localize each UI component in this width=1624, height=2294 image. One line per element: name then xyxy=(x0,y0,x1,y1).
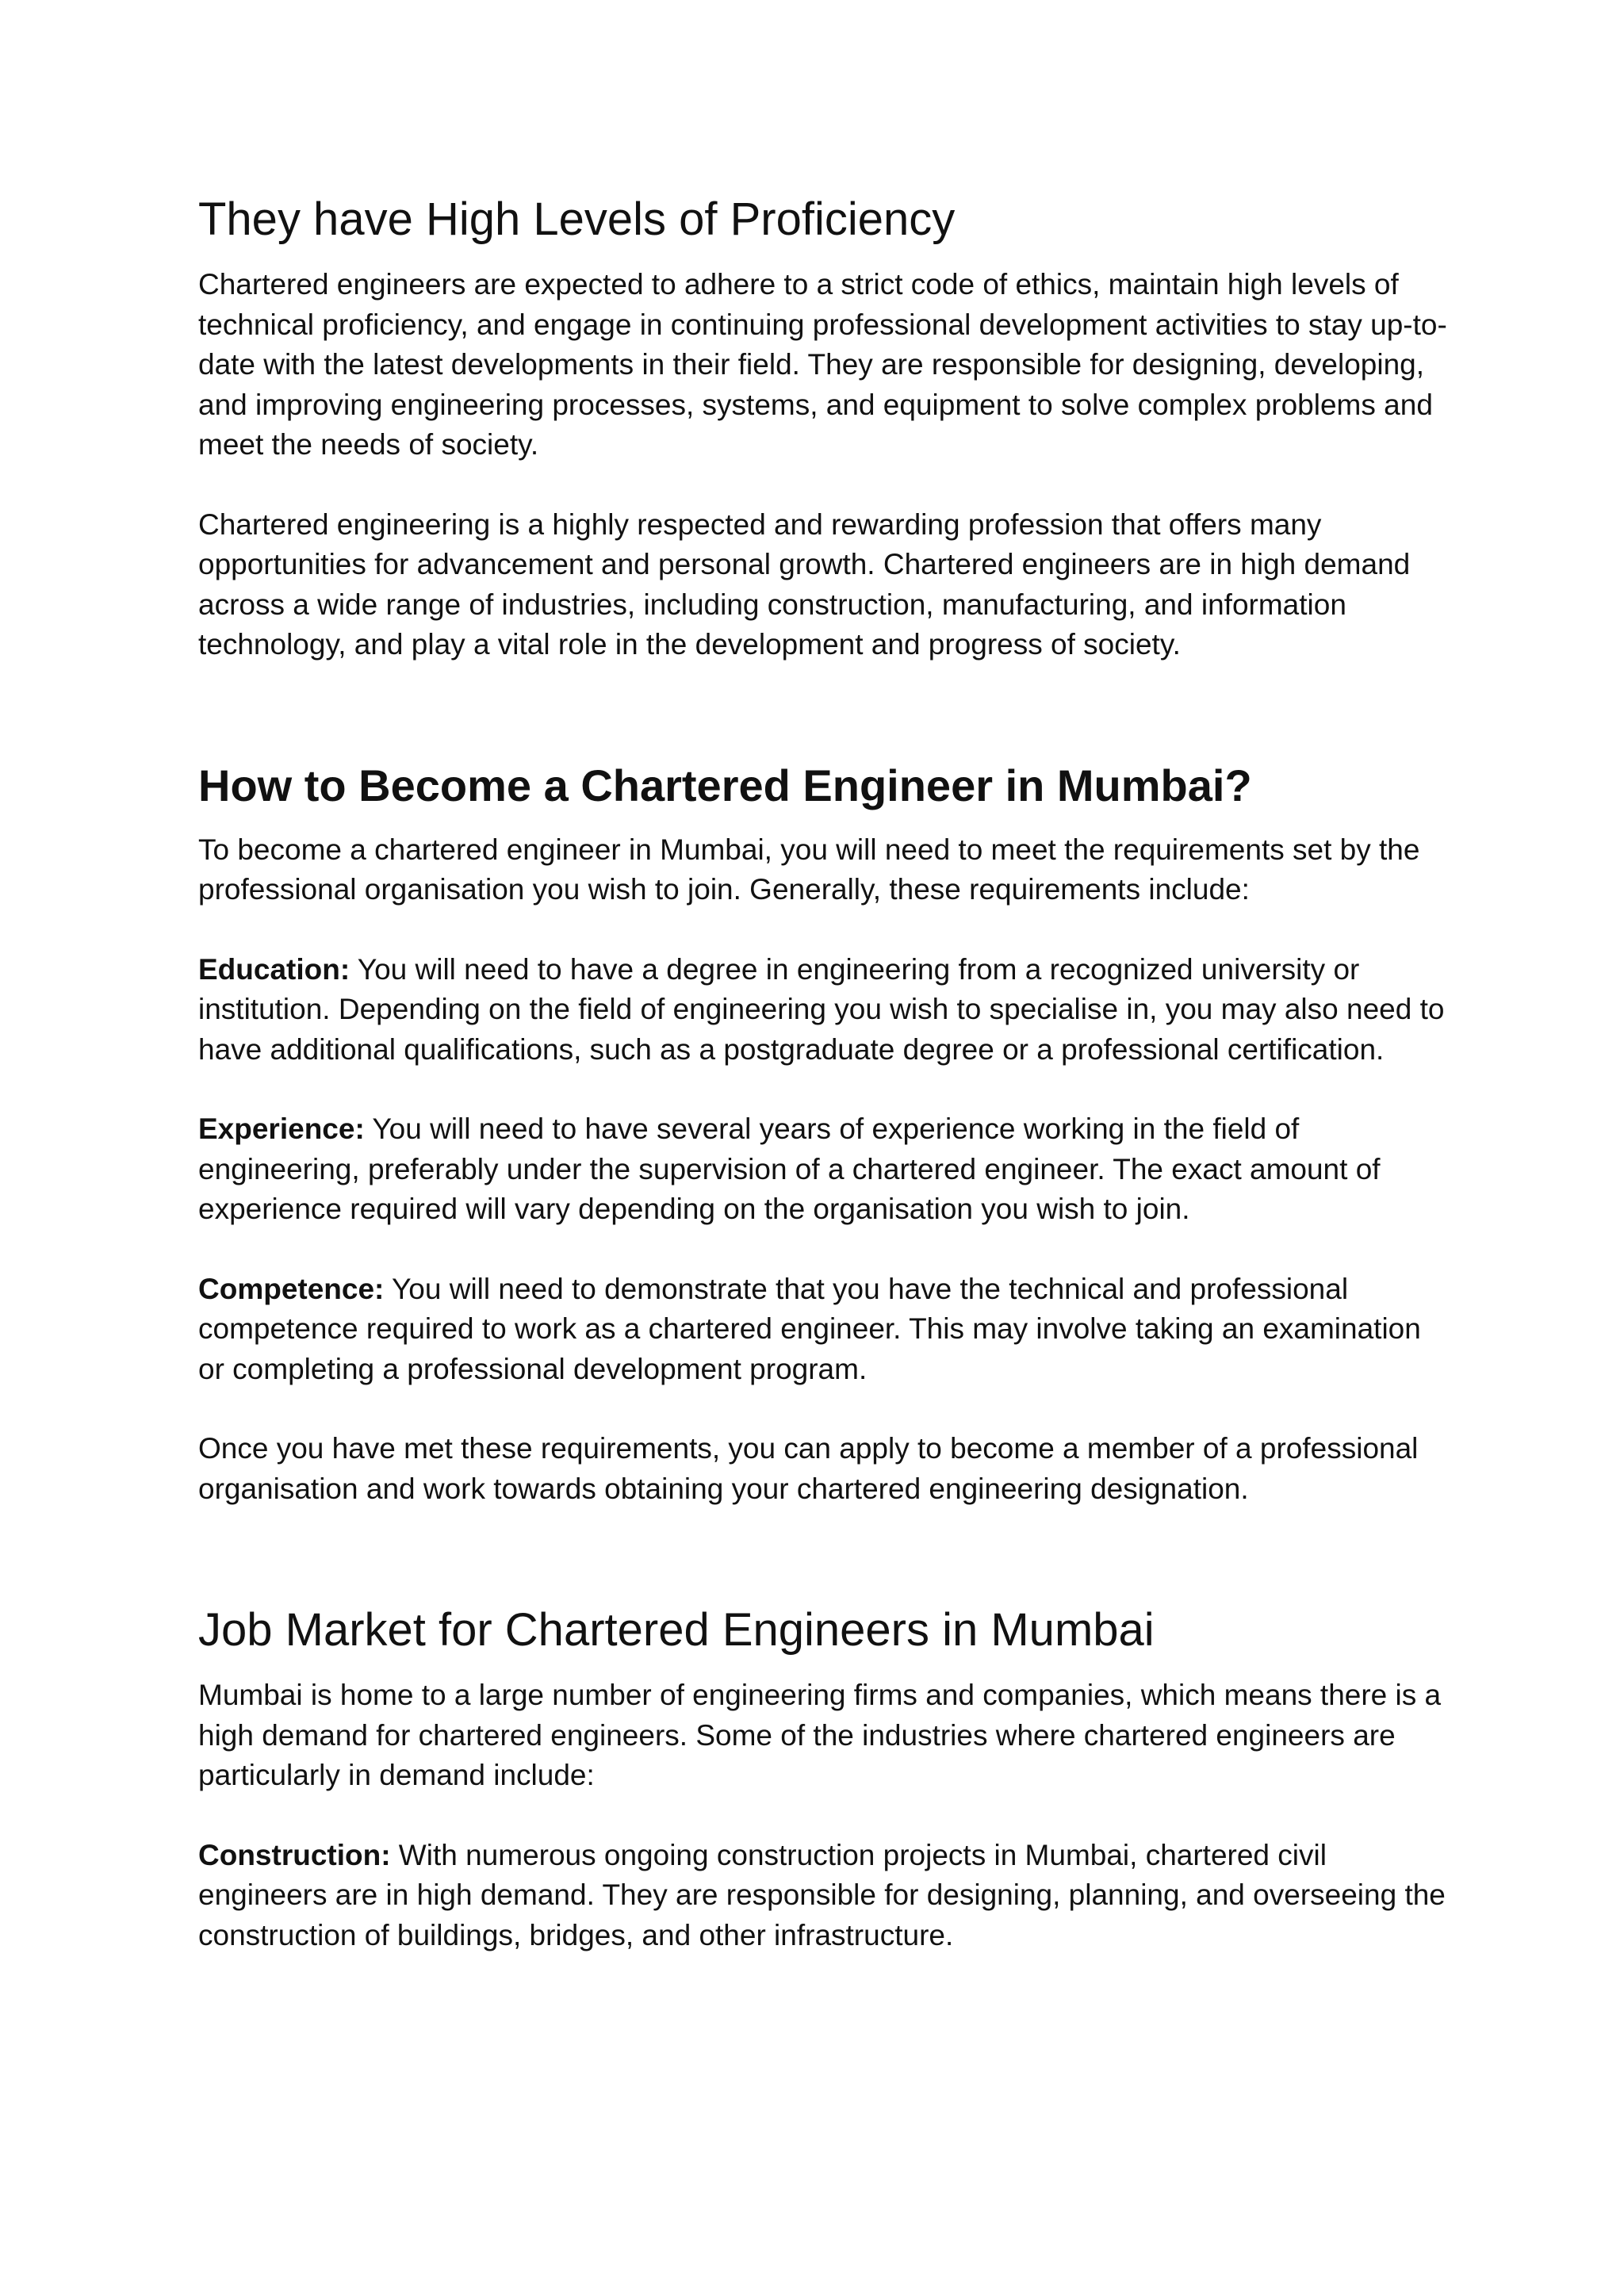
requirement-term: Competence: xyxy=(198,1272,385,1305)
paragraph: Chartered engineers are expected to adhere to a strict code of ethics, maintain high levels of technical proficiency, and engage in continuing professional development activities to stay up-to-date with the latest developments in their field. They are responsible for designing, developing, and improving engineering processes, systems, and equipment to solve complex problems and meet the needs of society. xyxy=(198,268,1447,461)
paragraph-closing: Once you have met these requirements, you can apply to become a member of a professional organisation and work towards obtaining your chartered engineering designation. xyxy=(198,1432,1419,1505)
spacer xyxy=(198,705,1451,757)
industry-item xyxy=(198,1836,1451,1956)
paragraph-intro: To become a chartered engineer in Mumbai, you will need to meet the requirements set by the professional organisation you wish to join. Generally, these requirements include: xyxy=(198,833,1420,906)
requirement-item xyxy=(198,1109,1451,1230)
section-heading: They have High Levels of Proficiency xyxy=(198,193,956,245)
requirement-text: You will need to demonstrate that you have the technical and professional competence required to work as a chartered engineer. This may involve taking an examination or completing a professional development program. xyxy=(198,1272,1421,1385)
section-heading: Job Market for Chartered Engineers in Mumbai xyxy=(198,1604,1155,1656)
spacer xyxy=(198,1549,1451,1601)
section-job-market xyxy=(198,1601,1451,1955)
requirement-term: Experience: xyxy=(198,1113,365,1145)
requirement-term: Education: xyxy=(198,952,350,986)
section-heading: How to Become a Chartered Engineer in Mumbai? xyxy=(198,760,1252,810)
industry-text: With numerous ongoing construction projects in Mumbai, chartered civil engineers are in high demand. They are responsible for designing, planning, and overseeing the construction of buildings, bridges, and other infrastructure. xyxy=(198,1838,1446,1951)
requirement-item xyxy=(198,1270,1451,1390)
section-proficiency xyxy=(198,190,1451,665)
document-page xyxy=(198,190,1451,1995)
paragraph-intro: Mumbai is home to a large number of engineering firms and companies, which means there is a high demand for chartered engineers. Some of the industries where chartered engineers are particularly in demand include: xyxy=(198,1679,1442,1791)
requirement-item xyxy=(198,950,1451,1070)
industry-term: Construction: xyxy=(198,1838,391,1871)
section-how-to-become xyxy=(198,757,1451,1510)
requirement-text: You will need to have several years of experience working in the field of engineering, preferably under the supervision of a chartered engineer. The exact amount of experience required will vary depending on the organisation you wish to join. xyxy=(198,1113,1381,1225)
paragraph: Chartered engineering is a highly respected and rewarding profession that offers many opportunities for advancement and personal growth. Chartered engineers are in high demand across a wide range of industries, including construction, manufacturing, and information technology, and play a vital role in the development and progress of society. xyxy=(198,507,1411,661)
requirement-text: You will need to have a degree in engineering from a recognized university or institution. Depending on the field of engineering you wish to specialise in, you may also need to have additional qualifications, such as a postgraduate degree or a professional certification. xyxy=(198,952,1445,1066)
